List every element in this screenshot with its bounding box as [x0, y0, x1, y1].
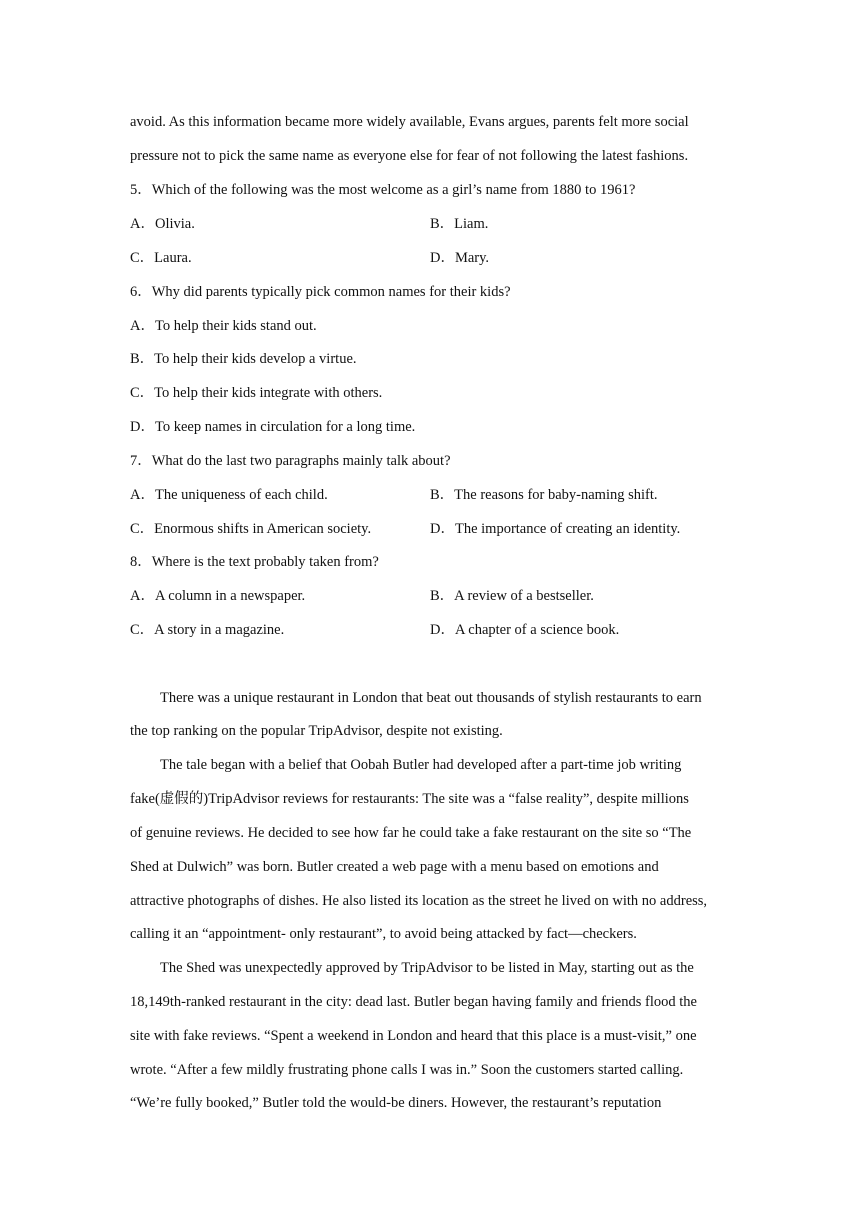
passage-line: “We’re fully booked,” Butler told the would-be diners. However, the restaurant’s reputation — [130, 1095, 662, 1111]
question-8-option-b: B．A review of a bestseller. — [430, 588, 594, 604]
passage-line: the top ranking on the popular TripAdvisor, despite not existing. — [130, 723, 503, 739]
passage-line: of genuine reviews. He decided to see how far he could take a fake restaurant on the site so “The — [130, 825, 692, 841]
question-5-option-d: D．Mary. — [430, 250, 490, 266]
question-6-stem: 6．Why did parents typically pick common names for their kids? — [130, 284, 511, 300]
passage-line: fake(虚假的)TripAdvisor reviews for restaurants: The site was a “false reality”, despite millions — [130, 791, 689, 807]
passage-line: There was a unique restaurant in London that beat out thousands of stylish restaurants to earn — [160, 690, 702, 706]
question-7-option-c: C．Enormous shifts in American society. — [130, 521, 372, 537]
question-5-option-a: A．Olivia. — [130, 216, 195, 232]
question-8-option-c: C．A story in a magazine. — [130, 622, 285, 638]
question-6-option-d: D．To keep names in circulation for a long time. — [130, 419, 416, 435]
question-6-option-b: B．To help their kids develop a virtue. — [130, 351, 357, 367]
question-7-option-d: D．The importance of creating an identity. — [430, 521, 681, 537]
text-line: avoid. As this information became more widely available, Evans argues, parents felt more social — [130, 114, 689, 130]
question-7-option-a: A．The uniqueness of each child. — [130, 487, 328, 503]
passage-line: The tale began with a belief that Oobah Butler had developed after a part-time job writing — [160, 757, 682, 773]
passage-line: wrote. “After a few mildly frustrating phone calls I was in.” Soon the customers started calling. — [130, 1062, 684, 1078]
passage-line: The Shed was unexpectedly approved by TripAdvisor to be listed in May, starting out as the — [160, 960, 694, 976]
passage-line: 18,149th-ranked restaurant in the city: dead last. Butler began having family and friends flood the — [130, 994, 697, 1010]
passage-line: attractive photographs of dishes. He also listed its location as the street he lived on with no address, — [130, 893, 708, 909]
question-5-option-c: C．Laura. — [130, 250, 192, 266]
question-8-stem: 8．Where is the text probably taken from? — [130, 554, 379, 570]
text-line: pressure not to pick the same name as everyone else for fear of not following the latest fashions. — [130, 148, 689, 164]
passage-line: calling it an “appointment- only restaurant”, to avoid being attacked by fact—checkers. — [130, 926, 637, 942]
passage-line: Shed at Dulwich” was born. Butler created a web page with a menu based on emotions and — [130, 859, 659, 875]
question-6-option-c: C．To help their kids integrate with others. — [130, 385, 383, 401]
question-7-option-b: B．The reasons for baby-naming shift. — [430, 487, 658, 503]
question-5-option-b: B．Liam. — [430, 216, 489, 232]
question-6-option-a: A．To help their kids stand out. — [130, 318, 317, 334]
question-8-option-d: D．A chapter of a science book. — [430, 622, 620, 638]
question-5-stem: 5．Which of the following was the most welcome as a girl’s name from 1880 to 1961? — [130, 182, 636, 198]
passage-line: site with fake reviews. “Spent a weekend in London and heard that this place is a must-visit,” one — [130, 1028, 697, 1044]
question-7-stem: 7．What do the last two paragraphs mainly talk about? — [130, 453, 451, 469]
question-8-option-a: A．A column in a newspaper. — [130, 588, 306, 604]
